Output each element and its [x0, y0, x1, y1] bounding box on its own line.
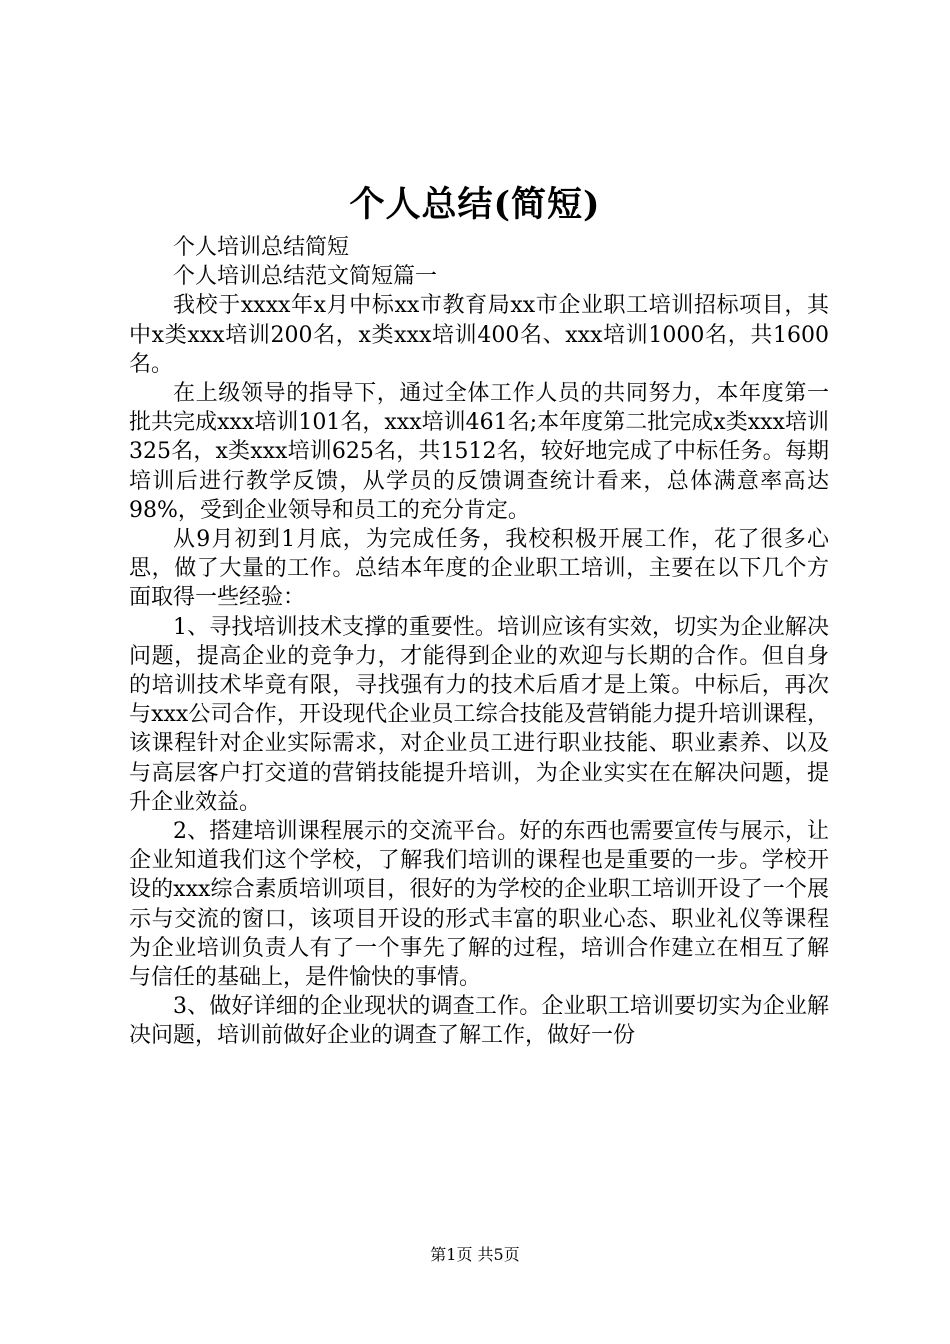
- document-title: 个人总结(简短): [349, 184, 601, 225]
- paragraph-point-1: 1、寻找培训技术支撑的重要性。培训应该有实效，切实为企业解决问题，提高企业的竞争力，才能得到企业的欢迎与长期的合作。但自身的培训技术毕竟有限，寻找强有力的技术后盾才是上策。中标后，再次与xxx公司合作，开设现代企业员工综合技能及营销能力提升培训课程，该课程针对企业实际需求，对企业员工进行职业技能、职业素养、以及与高层客户打交道的营销技能提升培训，为企业实实在在解决问题，提升企业效益。: [129, 614, 829, 815]
- paragraph-point-2: 2、搭建培训课程展示的交流平台。好的东西也需要宣传与展示，让企业知道我们这个学校，了解我们培训的课程也是重要的一步。学校开设的xxx综合素质培训项目，很好的为学校的企业职工培训开设了一个展示与交流的窗口，该项目开设的形式丰富的职业心态、职业礼仪等课程为企业培训负责人有了一个事先了解的过程，培训合作建立在相互了解与信任的基础上，是件愉快的事情。: [129, 819, 829, 991]
- paragraph-point-3: 3、做好详细的企业现状的调查工作。企业职工培训要切实为企业解决问题，培训前做好企业的调查了解工作，做好一份: [129, 994, 829, 1049]
- paragraph-project: 我校于xxxx年x月中标xx市教育局xx市企业职工培训招标项目，其中x类xxx培训200名，x类xxx培训400名、xxx培训1000名，共1600名。: [129, 293, 829, 377]
- document-body: [129, 233, 829, 1051]
- page-footer: 第1页 共5页: [430, 1245, 520, 1264]
- paragraph-summary-intro: 从9月初到1月底，为完成任务，我校积极开展工作，花了很多心思，做了大量的工作。总结本年度的企业职工培训，主要在以下几个方面取得一些经验：: [129, 527, 829, 611]
- paragraph-results: 在上级领导的指导下，通过全体工作人员的共同努力，本年度第一批共完成xxx培训101名，xxx培训461名;本年度第二批完成x类xxx培训325名，x类xxx培训625名，共1512名，较好地完成了中标任务。每期培训后进行教学反馈，从学员的反馈调查统计看来，总体满意率高达98%，受到企业领导和员工的充分肯定。: [129, 381, 829, 523]
- paragraph-heading-1: 个人培训总结简短: [173, 235, 350, 260]
- paragraph-heading-2: 个人培训总结范文简短篇一: [173, 264, 438, 290]
